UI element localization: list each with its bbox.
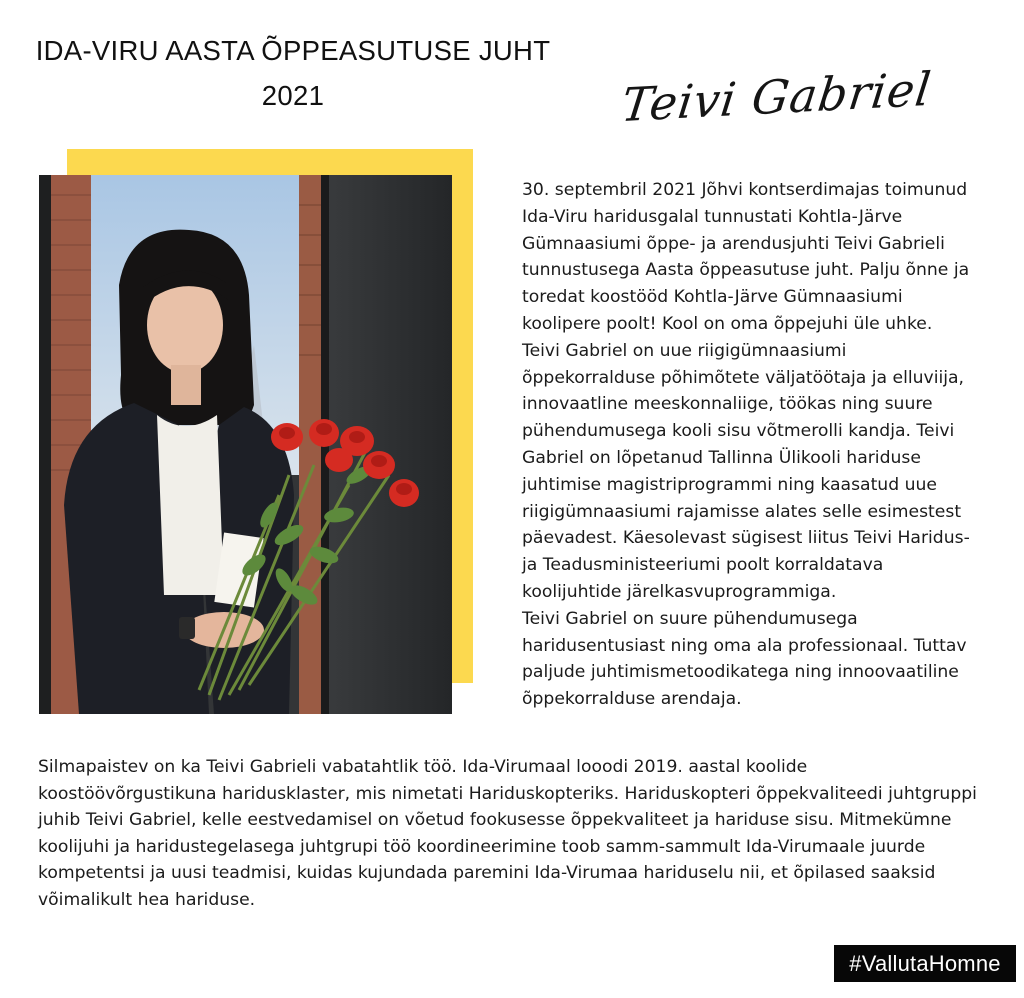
bottom-paragraph: Silmapaistev on ka Teivi Gabrieli vabatahtlik töö. Ida-Virumaal looodi 2019. aastal koolide koostöövõrgustikuna haridusklaster, mis nimetati Hariduskopteriks. Hariduskopteri õppekvaliteedi juhtgruppi juhib Teivi Gabriel, kelle eestvedamisel on võetud fookusesse õppekvaliteet ja hariduse sisu. Mitmekümne koolijuhi ja haridustegelasega juhtgrupi töö koordineerimine toob samm-sammult Ida-Virumaale juurde kompetentsi ja uusi teadmisi, kuidas kujundada paremini Ida-Virumaa hariduselu nii, et õpilased saaksid võimalikult hea hariduse. bbox=[38, 757, 977, 910]
portrait-photo bbox=[39, 175, 452, 714]
article-paragraph: Teivi Gabriel on uue riigigümnaasiumi õppekorralduse põhimõtete väljatöötaja ja elluviija, innovaatline meeskonnaliige, töökas ning suure pühendumusega kooli sisu võtmerolli kandja. Teivi Gabriel on lõpetanud Tallinna Ülikooli hariduse juhtimise magistriprogrammi ning kaasatud uue riigigümnaasiumi rajamisse alates selle esimestest päevadest. Käesolevast sügisest liitus Teivi Haridus- ja Teadusministeeriumi poolt korraldatava koolijuhtide järelkasvuprogrammiga. bbox=[522, 340, 970, 602]
title-line-1: IDA-VIRU AASTA ÕPPEASUTUSE JUHT bbox=[35, 35, 551, 66]
article-body bbox=[522, 177, 984, 713]
title-line-2: 2021 bbox=[261, 80, 325, 111]
article-paragraph: Teivi Gabriel on suure pühendumusega haridusentusiast ning oma ala professionaal. Tuttav paljude juhtimismetoodikatega ning innoovaatiline õppekorralduse arendaja. bbox=[522, 608, 967, 710]
hashtag-badge: #VallutaHomne bbox=[834, 945, 1016, 982]
article-paragraph: 30. septembril 2021 Jõhvi kontserdimajas toimunud Ida-Viru haridusgalal tunnustati Kohtla-Järve Gümnaasiumi õppe- ja arendusjuhti Teivi Gabrieli tunnustusega Aasta õppeasutuse juht. Palju õnne ja toredat koostööd Kohtla-Järve Gümnaasiumi koolipere poolt! Kool on oma õppejuhi üle uhke. bbox=[522, 180, 970, 334]
page-title bbox=[0, 28, 586, 118]
signature-name: Teivi Gabriel bbox=[618, 61, 935, 133]
